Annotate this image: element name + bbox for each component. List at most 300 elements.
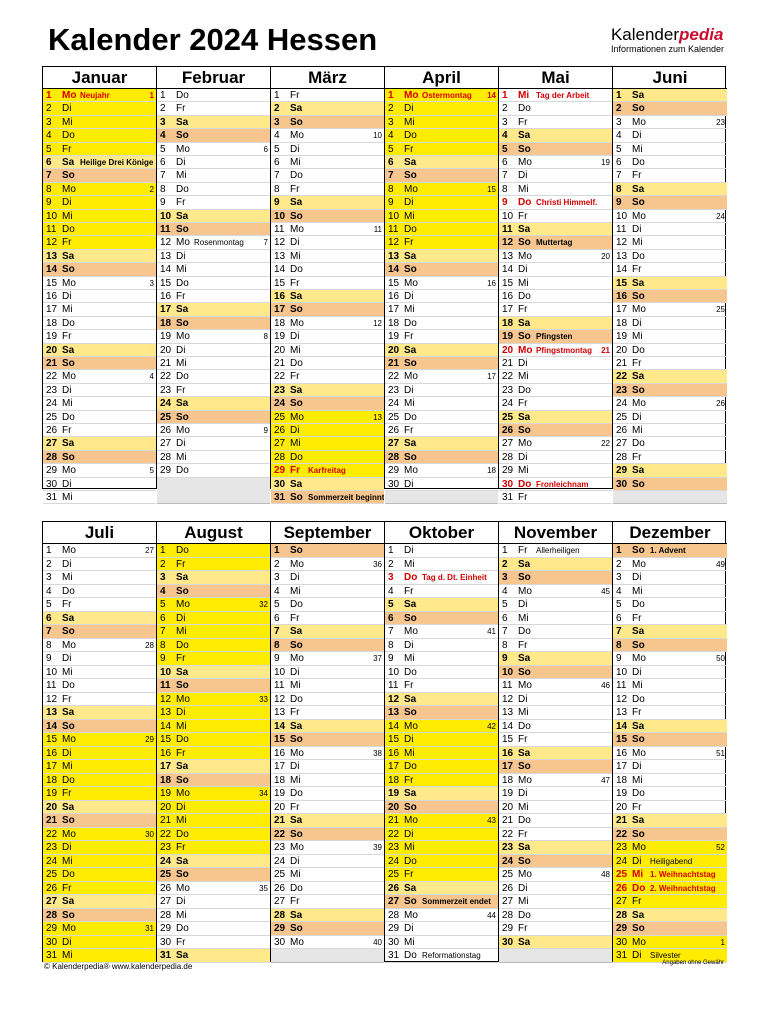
- weekday: Do: [290, 693, 303, 705]
- day-cell: [499, 102, 612, 115]
- weekday: Sa: [290, 384, 303, 396]
- week-number: 40: [373, 937, 382, 947]
- weekday: Mo: [518, 774, 532, 786]
- day-number: 12: [502, 693, 514, 705]
- day-number: 23: [160, 384, 172, 396]
- day-number: 12: [616, 237, 628, 249]
- day-cell: [385, 841, 498, 855]
- weekday: Mo: [290, 411, 304, 423]
- weekday: So: [518, 331, 531, 343]
- day-number: 10: [502, 666, 514, 678]
- weekday: So: [290, 398, 303, 410]
- day-cell: [385, 196, 498, 209]
- weekday: Mo: [62, 734, 76, 745]
- day-number: 20: [616, 344, 628, 356]
- day-number: 26: [160, 425, 172, 436]
- day-cell: [43, 263, 156, 276]
- weekday: Sa: [62, 344, 75, 356]
- day-number: 25: [274, 869, 286, 880]
- weekday: Mi: [632, 143, 643, 155]
- day-number: 4: [502, 130, 508, 142]
- day-number: 28: [46, 451, 58, 463]
- day-number: 30: [502, 936, 514, 948]
- day-number: 19: [274, 788, 286, 799]
- day-number: 17: [274, 761, 286, 772]
- month-name: Dezember: [613, 522, 727, 544]
- weekday: Mi: [518, 371, 529, 383]
- weekday: Sa: [290, 720, 303, 732]
- day-number: 14: [616, 720, 628, 732]
- weekday: So: [290, 639, 303, 651]
- day-number: 7: [616, 170, 622, 182]
- day-number: 9: [388, 197, 394, 209]
- day-number: 7: [274, 170, 280, 182]
- day-number: 18: [616, 774, 628, 786]
- day-number: 17: [502, 304, 514, 316]
- weekday: Di: [176, 344, 186, 356]
- weekday: Di: [290, 666, 300, 678]
- weekday: Mi: [176, 451, 187, 463]
- weekday: Di: [176, 801, 186, 813]
- weekday: Sa: [176, 116, 189, 128]
- weekday: Di: [62, 478, 72, 490]
- weekday: Do: [518, 909, 531, 921]
- day-number: 12: [616, 693, 628, 705]
- day-cell: [613, 129, 727, 142]
- week-number: 35: [259, 883, 268, 893]
- week-number: 5: [149, 466, 154, 476]
- day-number: 17: [46, 304, 58, 316]
- day-cell: [43, 344, 156, 357]
- day-number: 14: [160, 264, 172, 276]
- weekday: So: [404, 358, 417, 369]
- day-cell: [499, 693, 612, 707]
- weekday: Fr: [518, 398, 528, 410]
- day-cell: [43, 116, 156, 129]
- holiday-label: 1. Advent: [650, 546, 686, 555]
- day-cell: [385, 303, 498, 316]
- weekday: Mi: [404, 210, 415, 222]
- day-number: 19: [388, 788, 400, 799]
- day-number: 30: [46, 478, 58, 490]
- weekday: Mi: [62, 492, 73, 503]
- day-cell: [385, 787, 498, 801]
- day-cell: [613, 263, 727, 276]
- weekday: So: [632, 828, 645, 840]
- day-cell: [271, 102, 384, 115]
- weekday: Di: [518, 264, 528, 276]
- day-cell: [499, 290, 612, 303]
- week-number: 48: [601, 870, 610, 879]
- weekday: Mi: [176, 909, 187, 921]
- weekday: Sa: [404, 788, 417, 799]
- weekday: Mo: [632, 936, 646, 948]
- day-cell: [157, 89, 270, 102]
- holiday-label: Rosenmontag: [194, 238, 244, 248]
- day-number: 22: [160, 371, 172, 383]
- weekday: So: [404, 896, 417, 907]
- weekday: Mi: [290, 869, 301, 880]
- day-cell: [157, 357, 270, 370]
- day-cell: [157, 464, 270, 477]
- weekday: Fr: [290, 801, 300, 813]
- weekday: Sa: [176, 761, 189, 772]
- day-cell: [613, 451, 727, 464]
- footer-disclaimer: Angaben ohne Gewähr: [662, 960, 724, 966]
- weekday: Sa: [632, 815, 645, 826]
- weekday: Sa: [290, 478, 303, 490]
- weekday: Mi: [518, 90, 530, 101]
- week-number: 32: [259, 600, 268, 609]
- week-number: 25: [716, 305, 725, 315]
- day-cell: [157, 384, 270, 397]
- day-cell: [43, 317, 156, 330]
- weekday: Fr: [62, 693, 72, 705]
- weekday: Mo: [176, 143, 190, 155]
- month-name: November: [499, 522, 612, 544]
- week-number: 2: [149, 184, 154, 194]
- day-cell: [385, 936, 498, 950]
- logo-tagline: Informationen zum Kalender: [610, 44, 724, 54]
- day-cell: [157, 652, 270, 666]
- weekday: Mo: [176, 599, 190, 610]
- day-cell: [613, 116, 727, 129]
- day-number: 12: [160, 237, 172, 249]
- day-number: 23: [502, 842, 514, 853]
- weekday: Mi: [404, 398, 415, 410]
- weekday: So: [62, 626, 75, 637]
- day-cell: [499, 411, 612, 424]
- day-cell: [271, 666, 384, 680]
- weekday: Di: [290, 425, 300, 436]
- day-number: 11: [388, 224, 399, 235]
- day-cell: [43, 236, 156, 249]
- weekday: Mo: [518, 585, 532, 597]
- day-number: 5: [616, 143, 622, 155]
- day-cell: [613, 411, 727, 424]
- day-number: 11: [274, 224, 285, 235]
- day-number: 23: [274, 384, 286, 396]
- day-cell: [385, 169, 498, 182]
- day-cell: [271, 478, 384, 491]
- day-cell: [271, 909, 384, 923]
- day-number: 13: [46, 250, 58, 262]
- day-cell: [157, 411, 270, 424]
- day-number: 10: [160, 666, 172, 678]
- month-name: Juli: [43, 522, 156, 544]
- day-number: 19: [502, 788, 514, 799]
- month-märz: [271, 67, 385, 503]
- weekday: Do: [404, 572, 418, 583]
- day-number: 6: [502, 157, 508, 168]
- day-number: 21: [388, 358, 400, 369]
- day-number: 30: [616, 478, 628, 490]
- day-number: 22: [274, 828, 286, 840]
- day-number: 31: [388, 950, 400, 961]
- week-number: 44: [487, 910, 496, 920]
- weekday: Fr: [404, 237, 414, 249]
- day-cell: [157, 787, 270, 801]
- day-number: 20: [274, 344, 286, 356]
- kalenderpedia-logo[interactable]: [611, 26, 724, 55]
- weekday: Di: [404, 734, 414, 745]
- day-cell: [385, 922, 498, 936]
- day-number: 21: [616, 358, 628, 369]
- day-cell: [613, 922, 727, 936]
- day-number: 24: [616, 398, 628, 410]
- day-number: 11: [46, 224, 57, 235]
- weekday: Di: [404, 545, 414, 556]
- weekday: So: [290, 210, 303, 222]
- day-number: 13: [46, 707, 58, 718]
- day-number: 10: [502, 210, 514, 222]
- day-number: 15: [388, 277, 400, 289]
- day-number: 28: [274, 451, 286, 463]
- day-cell: [157, 558, 270, 572]
- holiday-label: Karfreitag: [308, 466, 346, 476]
- day-cell: [613, 598, 727, 612]
- day-number: 22: [388, 828, 400, 840]
- day-cell: [613, 855, 727, 869]
- month-name: März: [271, 67, 384, 89]
- weekday: So: [62, 909, 75, 921]
- day-number: 17: [502, 761, 514, 772]
- weekday: Mo: [404, 371, 418, 383]
- day-cell: [271, 116, 384, 129]
- day-cell: [613, 706, 727, 720]
- day-number: 3: [46, 572, 52, 583]
- day-cell: [157, 156, 270, 169]
- weekday: Do: [632, 788, 645, 799]
- holiday-label: 1. Weihnachtstag: [650, 870, 716, 879]
- day-number: 3: [502, 116, 508, 128]
- day-number: 15: [388, 734, 400, 745]
- day-cell: [385, 909, 498, 923]
- week-number: 29: [145, 735, 154, 744]
- day-number: 31: [46, 950, 58, 961]
- day-cell: [157, 774, 270, 788]
- weekday: Do: [404, 317, 417, 329]
- month-juli: [43, 522, 157, 961]
- weekday: So: [518, 855, 531, 867]
- weekday: Mi: [404, 842, 415, 853]
- weekday: Do: [632, 599, 645, 610]
- weekday: Mo: [518, 438, 532, 450]
- day-number: 9: [46, 653, 52, 664]
- weekday: So: [518, 666, 531, 678]
- weekday: Di: [632, 130, 642, 142]
- day-cell: [271, 236, 384, 249]
- day-cell: [613, 437, 727, 450]
- weekday: Do: [62, 869, 75, 880]
- weekday: Do: [62, 130, 75, 142]
- week-number: 33: [259, 694, 268, 704]
- day-cell: [43, 598, 156, 612]
- weekday: Sa: [518, 747, 531, 759]
- day-cell: [613, 828, 727, 842]
- week-number: 12: [373, 318, 382, 328]
- day-cell: [613, 868, 727, 882]
- day-number: 13: [160, 250, 172, 262]
- day-number: 30: [274, 478, 286, 490]
- day-number: 22: [160, 828, 172, 840]
- week-number: 41: [487, 627, 496, 636]
- day-number: 17: [616, 304, 628, 316]
- day-number: 23: [46, 842, 58, 853]
- day-cell: [499, 612, 612, 626]
- week-number: 22: [601, 439, 610, 449]
- weekday: Fr: [632, 801, 642, 813]
- day-number: 21: [46, 815, 58, 826]
- weekday: So: [404, 612, 417, 624]
- day-number: 7: [388, 170, 394, 182]
- weekday: Mo: [62, 545, 76, 556]
- day-number: 20: [46, 344, 58, 356]
- day-cell: [271, 411, 384, 424]
- day-number: 25: [616, 869, 628, 880]
- day-number: 11: [46, 680, 57, 691]
- week-number: 26: [716, 399, 725, 409]
- day-cell: [385, 250, 498, 263]
- day-number: 31: [160, 950, 172, 961]
- weekday: Mi: [176, 358, 187, 369]
- day-number: 22: [616, 828, 628, 840]
- weekday: So: [404, 264, 417, 276]
- weekday: Di: [404, 103, 414, 115]
- day-number: 28: [502, 909, 514, 921]
- day-cell: [43, 666, 156, 680]
- weekday: Fr: [518, 923, 528, 934]
- day-number: 24: [502, 855, 514, 867]
- day-cell: [385, 290, 498, 303]
- week-number: 51: [716, 748, 725, 758]
- weekday: Fr: [290, 707, 300, 718]
- day-number: 5: [46, 599, 52, 610]
- day-number: 19: [160, 331, 172, 343]
- day-cell: [385, 693, 498, 707]
- weekday: Do: [176, 90, 189, 101]
- holiday-label: Silvester: [650, 951, 681, 960]
- weekday: So: [176, 774, 189, 786]
- day-cell: [385, 855, 498, 869]
- day-number: 29: [502, 923, 514, 934]
- weekday: Mo: [404, 183, 418, 195]
- weekday: Fr: [404, 774, 414, 786]
- day-cell: [499, 909, 612, 923]
- day-cell: [43, 855, 156, 869]
- day-cell: [43, 787, 156, 801]
- weekday: Sa: [290, 291, 303, 302]
- weekday: Di: [632, 224, 642, 235]
- week-number: 52: [716, 843, 725, 852]
- weekday: Do: [62, 411, 75, 423]
- weekday: Mo: [290, 130, 304, 142]
- day-number: 22: [388, 371, 400, 383]
- month-dezember: [613, 522, 727, 961]
- day-cell: [499, 841, 612, 855]
- weekday: Mi: [518, 801, 529, 813]
- day-number: 30: [388, 936, 400, 948]
- weekday: Do: [632, 438, 645, 450]
- day-number: 28: [160, 451, 172, 463]
- week-number: 9: [263, 426, 268, 435]
- weekday: Do: [290, 358, 303, 369]
- day-cell: [43, 544, 156, 558]
- day-cell: [499, 384, 612, 397]
- day-number: 14: [274, 264, 286, 276]
- day-cell: [385, 210, 498, 223]
- day-number: 9: [502, 653, 508, 664]
- weekday: Sa: [176, 855, 189, 867]
- weekday: Do: [404, 666, 417, 678]
- day-number: 23: [616, 384, 628, 396]
- day-number: 21: [160, 815, 172, 826]
- weekday: So: [632, 734, 645, 745]
- day-cell: [613, 156, 727, 169]
- day-cell: [613, 210, 727, 223]
- holiday-label: Reformationstag: [422, 951, 481, 960]
- empty-cell: [385, 491, 498, 504]
- day-cell: [499, 828, 612, 842]
- weekday: Sa: [176, 210, 189, 222]
- day-cell: [271, 814, 384, 828]
- day-cell: [613, 357, 727, 370]
- weekday: So: [632, 197, 645, 209]
- day-number: 22: [274, 371, 286, 383]
- page-title: Kalender 2024 Hessen: [48, 22, 378, 57]
- day-number: 20: [502, 344, 514, 356]
- day-cell: [385, 774, 498, 788]
- day-number: 27: [46, 896, 58, 907]
- weekday: Mo: [632, 653, 646, 664]
- day-number: 4: [46, 585, 52, 597]
- weekday: Sa: [632, 90, 645, 101]
- day-number: 2: [46, 558, 52, 570]
- weekday: Sa: [632, 626, 645, 637]
- day-number: 26: [388, 425, 400, 436]
- day-cell: [43, 571, 156, 585]
- day-cell: [271, 828, 384, 842]
- day-cell: [271, 895, 384, 909]
- day-cell: [385, 949, 498, 963]
- day-cell: [613, 143, 727, 156]
- day-cell: [43, 733, 156, 747]
- day-cell: [499, 720, 612, 734]
- day-cell: [385, 585, 498, 599]
- holiday-label: Sommerzeit endet: [422, 897, 491, 906]
- weekday: Mi: [62, 572, 73, 583]
- day-cell: [385, 760, 498, 774]
- day-cell: [157, 571, 270, 585]
- weekday: Do: [632, 344, 645, 356]
- weekday: Do: [404, 950, 417, 961]
- day-cell: [271, 156, 384, 169]
- day-number: 7: [46, 626, 52, 637]
- day-cell: [271, 317, 384, 330]
- day-cell: [385, 411, 498, 424]
- day-number: 11: [160, 680, 171, 691]
- weekday: Mi: [404, 116, 415, 128]
- weekday: Mi: [62, 761, 73, 772]
- weekday: Fr: [290, 277, 300, 289]
- day-number: 5: [274, 599, 280, 610]
- weekday: Mo: [404, 626, 418, 637]
- weekday: Fr: [62, 599, 72, 610]
- day-cell: [43, 411, 156, 424]
- day-number: 11: [616, 680, 627, 691]
- day-cell: [499, 143, 612, 156]
- day-number: 28: [46, 909, 58, 921]
